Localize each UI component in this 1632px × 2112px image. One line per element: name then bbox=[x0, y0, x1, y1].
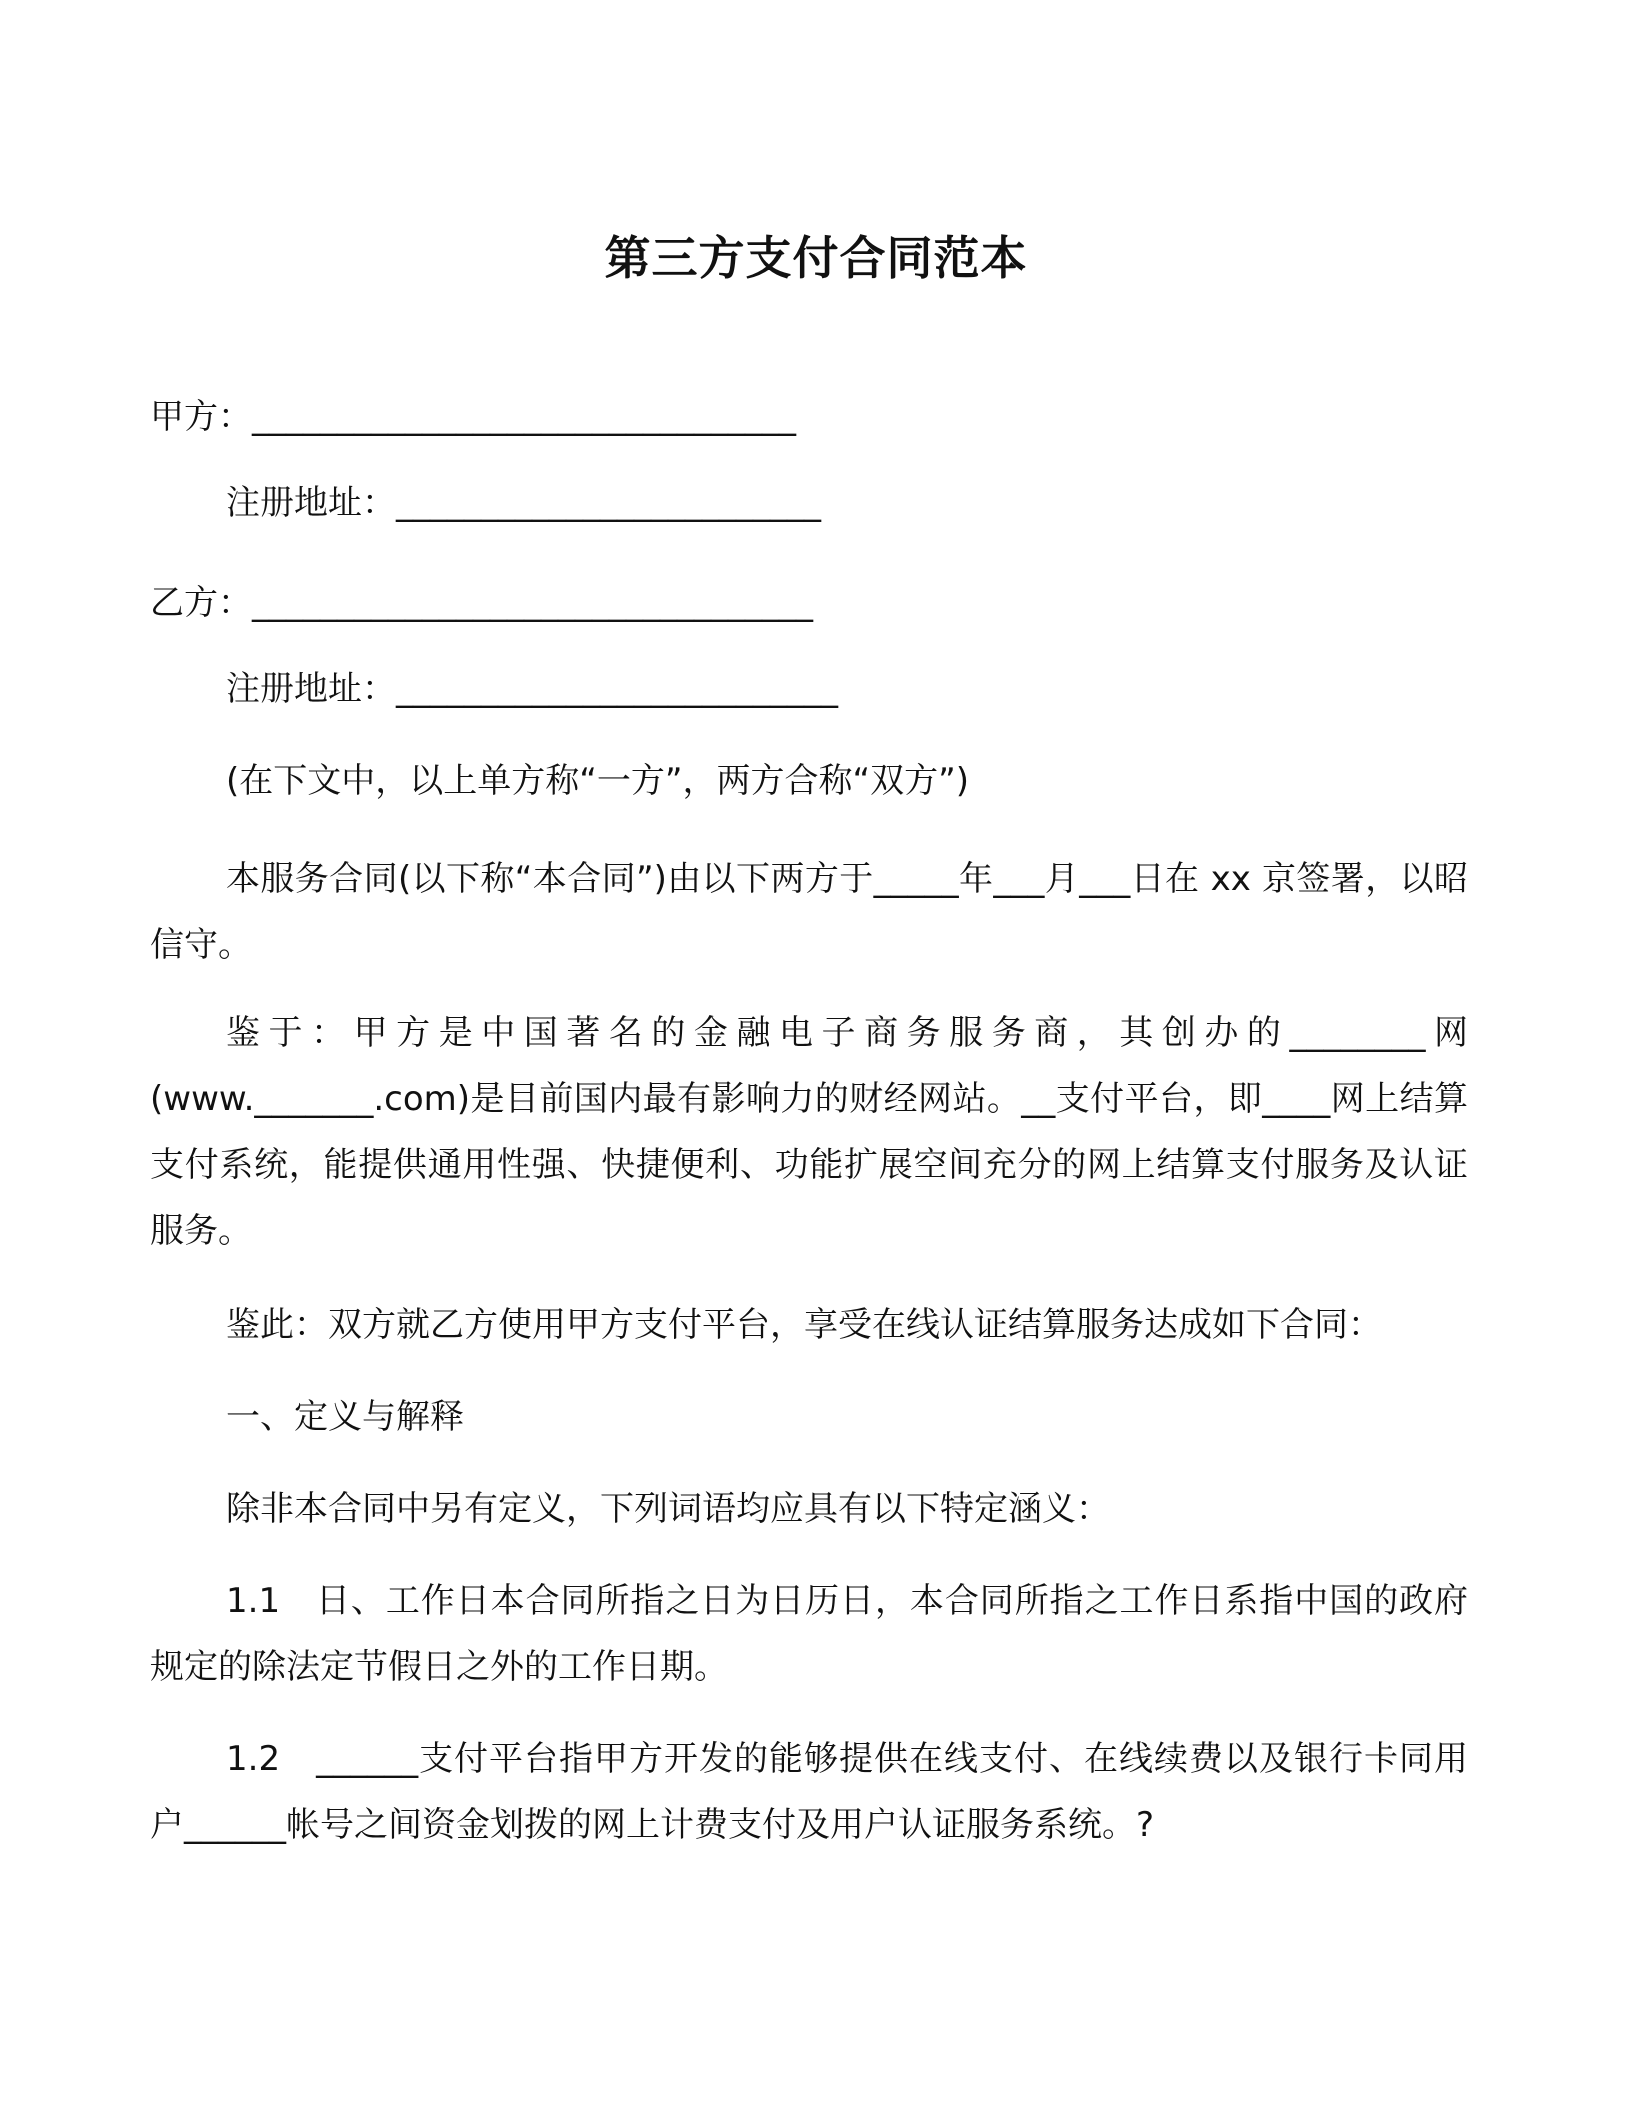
document-title: 第三方支付合同范本 bbox=[604, 231, 1028, 285]
party-a-address-line: 注册地址：_________________________ bbox=[226, 483, 821, 523]
clause-1-2: 1.2 ______支付平台指甲方开发的能够提供在线支付、在线续费以及银行卡同用户______帐号之间资金划拨的网上计费支付及用户认证服务系统。? bbox=[150, 1739, 1468, 1845]
agreement-paragraph: 鉴此：双方就乙方使用甲方支付平台，享受在线认证结算服务达成如下合同： bbox=[226, 1305, 1382, 1345]
signing-paragraph: 本服务合同(以下称“本合同”)由以下两方于_____年___月___日在 xx 京签署，以昭信守。 bbox=[150, 859, 1468, 965]
party-b-address-line: 注册地址：__________________________ bbox=[226, 669, 838, 709]
party-b-line: 乙方：_________________________________ bbox=[150, 583, 813, 623]
clause-1-1: 1.1 日、工作日本合同所指之日为日历日，本合同所指之工作日系指中国的政府规定的除法定节假日之外的工作日期。 bbox=[150, 1581, 1468, 1687]
party-a-line: 甲方：________________________________ bbox=[150, 397, 796, 437]
whereas-paragraph: 鉴于：甲方是中国著名的金融电子商务服务商，其创办的________网(www._______.com)是目前国内最有影响力的财经网站。__支付平台，即____网上结算支付系统，能提供通用性强、快捷便利、功能扩展空间充分的网上结算支付服务及认证服务。 bbox=[150, 1013, 1468, 1251]
section-1-intro: 除非本合同中另有定义，下列词语均应具有以下特定涵义： bbox=[226, 1489, 1110, 1529]
definition-note: (在下文中，以上单方称“一方”，两方合称“双方”) bbox=[226, 761, 969, 801]
section-1-heading: 一、定义与解释 bbox=[226, 1397, 464, 1437]
